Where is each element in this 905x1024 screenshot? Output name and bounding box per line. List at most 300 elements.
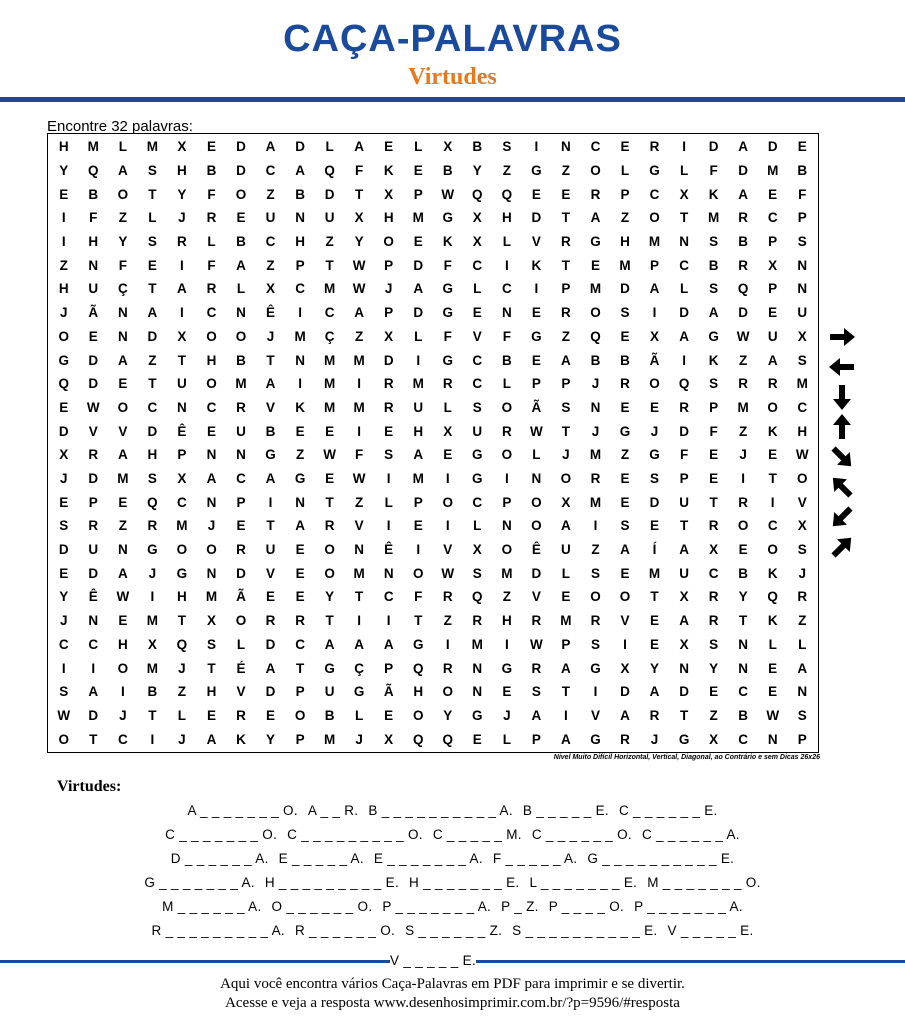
grid-cell: A [767,352,778,368]
grid-cell: J [739,447,747,463]
footer-link[interactable]: Acesse e veja a resposta www.desenhosimprimir.com.br/?p=9596/#resposta [225,995,680,1011]
grid-cell: S [531,684,541,700]
grid-cell: D [767,139,778,155]
grid-cell: A [561,731,571,747]
grid-cell: E [650,518,660,534]
grid-cell: A [265,471,276,487]
grid-cell: D [383,352,394,368]
grid-cell: V [531,234,541,250]
grid-cell: L [502,731,511,747]
clue-item: S _ _ _ _ _ _ Z. [405,923,503,938]
grid-cell: F [118,257,127,273]
grid-cell: L [561,565,571,581]
grid-cell: M [205,589,218,605]
grid-cell: R [561,234,571,250]
grid-cell: C [472,494,483,510]
grid-cell: S [206,636,216,652]
grid-cell: G [294,471,306,487]
clue-item: L _ _ _ _ _ _ _ E. [529,875,638,890]
grid-cell: E [118,376,128,392]
clue-item: P _ _ _ _ _ _ _ A. [634,899,743,914]
grid-cell: I [445,518,450,534]
grid-cell: E [384,707,394,723]
grid-cell: R [531,613,542,629]
grid-cell: N [383,565,394,581]
grid-cell: G [176,565,188,581]
grid-cell: E [531,186,541,202]
grid-cell: U [265,210,276,226]
grid-cell: P [384,305,394,321]
grid-cell: R [620,376,630,392]
grid-cell: Z [620,447,630,463]
clue-item: M _ _ _ _ _ _ A. [162,899,262,914]
clue-item: G _ _ _ _ _ _ _ _ _ _ E. [587,851,735,866]
grid-cell: Ã [649,352,660,368]
grid-cell: B [738,707,749,723]
grid-cell: Z [798,613,807,629]
grid-cell: T [650,589,659,605]
grid-cell: R [590,613,601,629]
grid-cell: I [91,660,96,676]
grid-cell: R [590,471,601,487]
grid-cell: Z [266,186,275,202]
grid-cell: P [295,731,305,747]
grid-cell: R [442,589,453,605]
grid-cell: X [443,423,453,439]
grid-cell: I [120,684,125,700]
grid-cell: T [679,518,689,534]
grid-cell: É [236,660,246,676]
grid-cell: C [117,731,128,747]
grid-cell: G [590,660,601,676]
grid-cell: Q [176,636,188,652]
grid-cell: E [59,399,69,415]
grid-cell: G [265,447,276,463]
grid-cell: H [383,210,394,226]
grid-cell: N [590,399,601,415]
grid-cell: J [650,731,659,747]
grid-cell: J [178,660,186,676]
grid-cell: Z [118,518,127,534]
grid-cell: E [88,328,98,344]
grid-cell: P [797,210,807,226]
grid-cell: M [323,281,336,297]
grid-cell: C [88,636,99,652]
grid-cell: E [266,707,276,723]
grid-cell: Z [177,684,187,700]
grid-cell: E [384,423,394,439]
grid-cell: Ã [88,305,99,321]
grid-cell: J [650,423,659,439]
grid-cell: N [88,613,99,629]
grid-cell: W [352,257,366,273]
grid-cell: I [180,305,184,321]
grid-cell: X [147,636,157,652]
grid-cell: W [795,447,809,463]
grid-cell: H [58,281,69,297]
grid-cell: D [147,423,158,439]
grid-cell: G [442,352,454,368]
grid-cell: I [593,684,598,700]
grid-cell: P [384,257,394,273]
grid-cell: O [442,684,454,700]
grid-cell: G [678,731,690,747]
grid-cell: O [412,707,424,723]
grid-cell: Q [501,186,513,202]
grid-cell: F [207,257,216,273]
grid-cell: M [796,376,808,392]
grid-cell: H [177,163,187,179]
grid-cell: M [560,613,572,629]
grid-cell: P [177,447,187,463]
grid-cell: W [352,281,366,297]
grid-cell: S [709,636,719,652]
grid-cell: E [709,447,719,463]
grid-cell: L [620,163,630,179]
grid-cell: Ã [383,684,394,700]
grid-cell: A [295,518,305,534]
clue-line [20,827,885,851]
grid-cell: A [324,636,335,652]
grid-cell: Z [739,423,748,439]
grid-cell: J [562,447,570,463]
grid-cell: E [620,139,630,155]
grid-cell: C [472,257,483,273]
grid-cell: D [147,328,158,344]
grid-cell: I [357,423,362,439]
grid-cell: Z [591,542,600,558]
grid-cell: N [797,257,808,273]
grid-cell: M [707,210,720,226]
grid-cell: A [236,257,246,273]
grid-cell: H [620,234,630,250]
grid-cell: O [206,376,217,392]
grid-cell: E [768,447,778,463]
grid-cell: K [531,257,542,273]
grid-cell: F [355,163,364,179]
grid-cell: M [589,494,602,510]
grid-cell: W [116,589,130,605]
grid-cell: Z [443,613,452,629]
grid-cell: M [353,565,365,581]
grid-cell: M [589,281,602,297]
grid-cell: B [620,352,630,368]
clue-item: R _ _ _ _ _ _ _ _ _ A. [151,923,285,938]
grid-cell: K [767,613,778,629]
grid-cell: S [590,636,600,652]
grid-cell: A [561,660,571,676]
grid-cell: E [59,494,69,510]
clue-item: B _ _ _ _ _ E. [522,803,609,818]
grid-cell: T [325,257,334,273]
grid-cell: N [177,399,187,415]
grid-cell: O [176,542,188,558]
grid-cell: R [738,210,749,226]
grid-cell: E [768,660,778,676]
grid-cell: S [472,399,482,415]
grid-cell: C [472,352,483,368]
page-title: CAÇA-PALAVRAS [283,18,622,60]
grid-cell: E [768,186,778,202]
grid-cell: E [650,636,660,652]
grid-cell: I [593,518,598,534]
grid-cell: L [502,234,511,250]
grid-cell: R [295,613,305,629]
grid-cell: Q [147,494,158,510]
grid-cell: R [442,376,453,392]
grid-cell: R [649,139,660,155]
grid-cell: N [767,731,778,747]
grid-cell: T [355,589,364,605]
grid-cell: S [147,471,157,487]
grid-cell: W [766,707,780,723]
grid-cell: A [413,281,424,297]
grid-cell: M [323,731,336,747]
grid-cell: C [501,281,512,297]
grid-cell: D [738,163,749,179]
grid-cell: S [472,565,482,581]
grid-cell: P [531,731,541,747]
grid-cell: D [236,163,246,179]
grid-cell: Z [355,494,364,510]
grid-cell: F [443,328,452,344]
grid-cell: D [413,305,424,321]
grid-cell: E [738,542,748,558]
grid-cell: P [88,494,98,510]
grid-cell: Z [355,328,364,344]
grid-cell: C [206,399,217,415]
grid-cell: U [679,565,689,581]
grid-cell: R [679,399,689,415]
grid-cell: C [472,376,483,392]
grid-cell: R [236,542,246,558]
grid-cell: G [442,281,454,297]
grid-cell: O [649,210,660,226]
grid-cell: E [502,684,512,700]
grid-cell: D [324,186,335,202]
grid-cell: S [147,234,157,250]
grid-cell: G [442,210,454,226]
grid-cell: Ã [236,589,246,605]
grid-cell: S [709,281,719,297]
grid-cell: F [355,447,364,463]
grid-cell: O [767,542,778,558]
grid-cell: Y [650,660,660,676]
grid-cell: Ê [177,423,187,439]
clue-item: C _ _ _ _ _ _ _ O. [165,827,278,842]
grid-cell: B [472,139,483,155]
grid-cell: M [323,376,336,392]
grid-cell: A [295,163,305,179]
grid-cell: Q [324,163,335,179]
grid-cell: J [60,305,68,321]
grid-cell: V [118,423,128,439]
grid-cell: C [265,163,276,179]
grid-cell: T [709,494,718,510]
grid-cell: X [384,731,394,747]
grid-cell: S [59,518,69,534]
grid-cell: P [768,281,778,297]
grid-cell: E [295,542,305,558]
grid-cell: I [564,707,568,723]
grid-cell: J [178,210,186,226]
grid-cell: Z [266,257,275,273]
grid-cell: C [708,565,719,581]
grid-cell: S [620,305,630,321]
grid-cell: N [236,305,246,321]
grid-cell: X [354,210,364,226]
grid-cell: M [737,399,749,415]
grid-cell: S [709,376,719,392]
grid-cell: N [561,139,571,155]
grid-cell: D [88,376,99,392]
clue-item: E _ _ _ _ _ _ _ A. [373,851,483,866]
grid-cell: V [472,328,482,344]
grid-cell: F [709,163,718,179]
grid-cell: P [561,281,571,297]
grid-cell: F [207,186,216,202]
clue-item: B _ _ _ _ _ _ _ _ _ _ A. [368,803,513,818]
grid-cell: G [590,731,601,747]
grid-cell: R [708,589,719,605]
grid-cell: N [206,447,217,463]
grid-cell: C [206,305,217,321]
grid-cell: I [682,139,686,155]
grid-cell: D [88,352,99,368]
grid-cell: J [60,471,68,487]
grid-cell: K [708,186,719,202]
clue-item: H _ _ _ _ _ _ _ _ _ E. [264,875,399,890]
grid-cell: T [768,471,777,487]
grid-cell: L [414,328,423,344]
grid-cell: R [147,518,158,534]
clue-item: P _ Z. [501,899,539,914]
grid-cell: B [265,423,276,439]
grid-cell: S [650,471,660,487]
grid-cell: J [207,518,216,534]
grid-cell: N [206,494,217,510]
grid-cell: M [87,139,99,155]
grid-cell: U [679,494,689,510]
grid-cell: Y [472,163,482,179]
grid-cell: X [679,589,689,605]
grid-cell: O [235,613,247,629]
grid-cell: J [266,328,275,344]
grid-cell: Z [325,234,334,250]
grid-cell: E [236,518,246,534]
grid-cell: S [797,352,807,368]
grid-cell: C [797,399,808,415]
grid-cell: E [650,399,660,415]
grid-cell: H [501,210,512,226]
grid-cell: T [414,613,423,629]
grid-cell: H [797,423,808,439]
grid-cell: E [620,328,630,344]
grid-cell: M [323,352,336,368]
grid-cell: A [265,660,276,676]
grid-cell: M [412,210,424,226]
grid-cell: L [148,210,157,226]
grid-cell: X [620,660,630,676]
grid-cell: C [590,139,601,155]
grid-cell: S [797,542,807,558]
grid-cell: D [620,281,630,297]
grid-cell: N [501,305,512,321]
grid-cell: E [709,471,719,487]
grid-cell: B [738,234,749,250]
grid-cell: L [798,636,807,652]
grid-cell: B [88,186,99,202]
clue-item: C _ _ _ _ _ _ O. [531,827,632,842]
level-note: Nível Muito Difícil Horizontal, Vertical, Diagonal, ao Contrário e sem Dicas 26x26 [553,754,820,761]
clue-item: P _ _ _ _ O. [548,899,625,914]
grid-cell: M [648,565,661,581]
grid-cell: V [443,542,453,558]
grid-cell: J [591,376,600,392]
grid-cell: X [797,328,807,344]
grid-cell: T [295,660,305,676]
grid-cell: R [472,613,483,629]
grid-cell: Q [678,376,690,392]
grid-cell: O [737,518,749,534]
grid-cell: M [235,376,247,392]
grid-cell: T [561,210,571,226]
grid-cell: R [265,613,276,629]
grid-cell: E [620,494,630,510]
grid-cell: P [413,494,423,510]
grid-cell: G [472,471,483,487]
grid-cell: H [206,684,217,700]
grid-cell: W [736,328,750,344]
grid-cell: A [177,281,187,297]
grid-cell: D [649,494,660,510]
grid-cell: D [265,636,276,652]
grid-cell: X [797,518,807,534]
grid-cell: A [649,281,660,297]
grid-cell: H [501,613,512,629]
grid-cell: Z [59,257,68,273]
grid-cell: Z [502,589,511,605]
grid-cell: O [324,542,335,558]
grid-cell: A [206,731,217,747]
grid-cell: B [590,352,601,368]
grid-cell: I [416,352,421,368]
page-subtitle: Virtudes [408,64,497,90]
grid-cell: E [413,234,423,250]
grid-cell: E [325,423,335,439]
grid-cell: D [531,565,542,581]
grid-cell: L [325,139,334,155]
grid-cell: T [679,210,689,226]
grid-cell: A [590,210,601,226]
grid-cell: B [738,565,749,581]
grid-cell: D [708,139,719,155]
right-arrow-icon [824,322,860,352]
grid-cell: C [383,589,394,605]
grid-cell: I [386,613,391,629]
grid-cell: B [147,684,158,700]
grid-cell: B [797,163,808,179]
grid-cell: X [709,731,719,747]
clue-line [20,851,885,875]
grid-cell: R [88,447,99,463]
footer-line: Aqui você encontra vários Caça-Palavras em PDF para imprimir e se divertir. [220,976,685,992]
grid-cell: I [150,589,155,605]
grid-cell: D [88,565,99,581]
grid-cell: O [58,731,70,747]
grid-cell: C [649,186,660,202]
grid-cell: C [236,471,246,487]
